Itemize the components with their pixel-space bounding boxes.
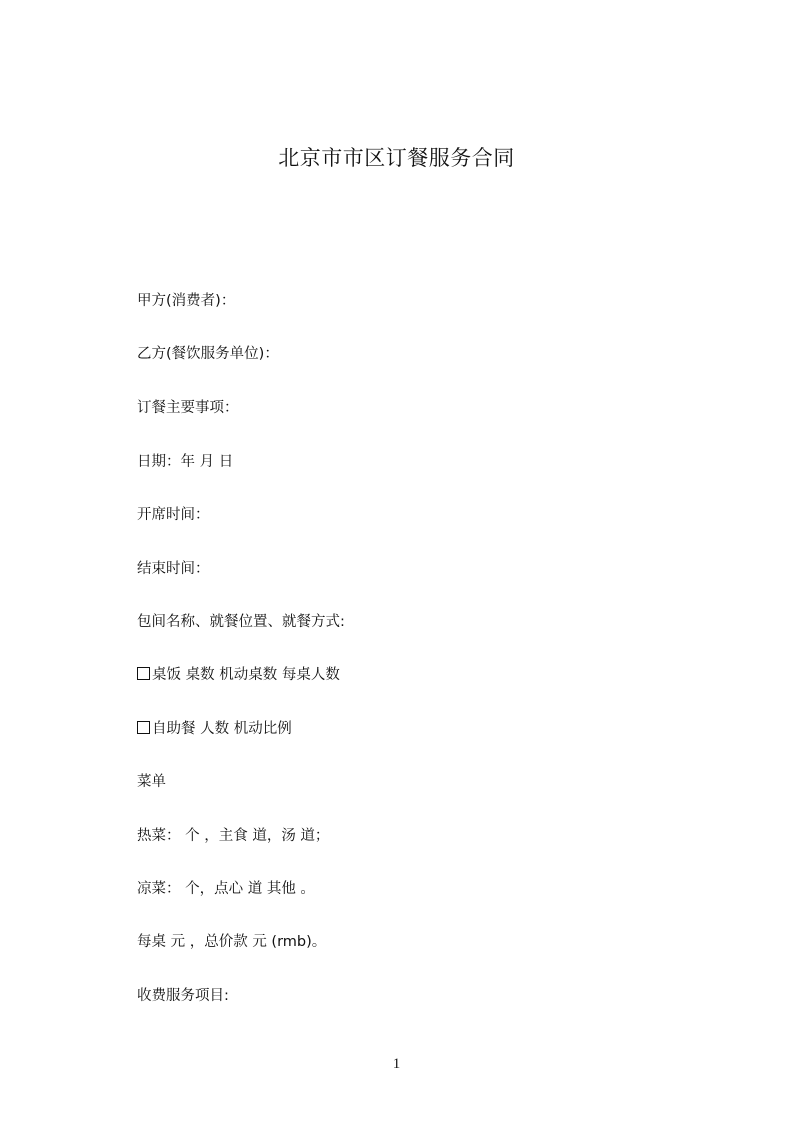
menu-heading: 菜单 — [137, 774, 166, 790]
buffet-option — [137, 719, 292, 739]
checkbox-icon — [137, 667, 150, 680]
page-number: 1 — [392, 1056, 401, 1072]
end-time-line: 结束时间： — [137, 561, 210, 577]
party-b-line: 乙方(餐饮服务单位)： — [137, 346, 279, 362]
fee-items-line: 收费服务项目: — [137, 988, 229, 1004]
table-meal-option — [137, 665, 340, 685]
price-line: 每桌 元 ，总价款 元 (rmb)。 — [137, 934, 327, 950]
date-line: 日期：年 月 日 — [137, 454, 234, 470]
room-info-line: 包间名称、就餐位置、就餐方式: — [137, 614, 345, 630]
document-title: 北京市市区订餐服务合同 — [278, 146, 515, 170]
buffet-option-label: 自助餐 人数 机动比例 — [152, 721, 292, 737]
table-meal-option-label: 桌饭 桌数 机动桌数 每桌人数 — [152, 667, 340, 683]
cold-dishes-line: 凉菜： 个，点心 道 其他 。 — [137, 881, 315, 897]
hot-dishes-line: 热菜： 个 ，主食 道，汤 道； — [137, 828, 330, 844]
order-items-heading: 订餐主要事项： — [137, 400, 239, 416]
start-time-line: 开席时间： — [137, 507, 210, 523]
party-a-line: 甲方(消费者)： — [137, 293, 236, 309]
checkbox-icon — [137, 721, 150, 734]
